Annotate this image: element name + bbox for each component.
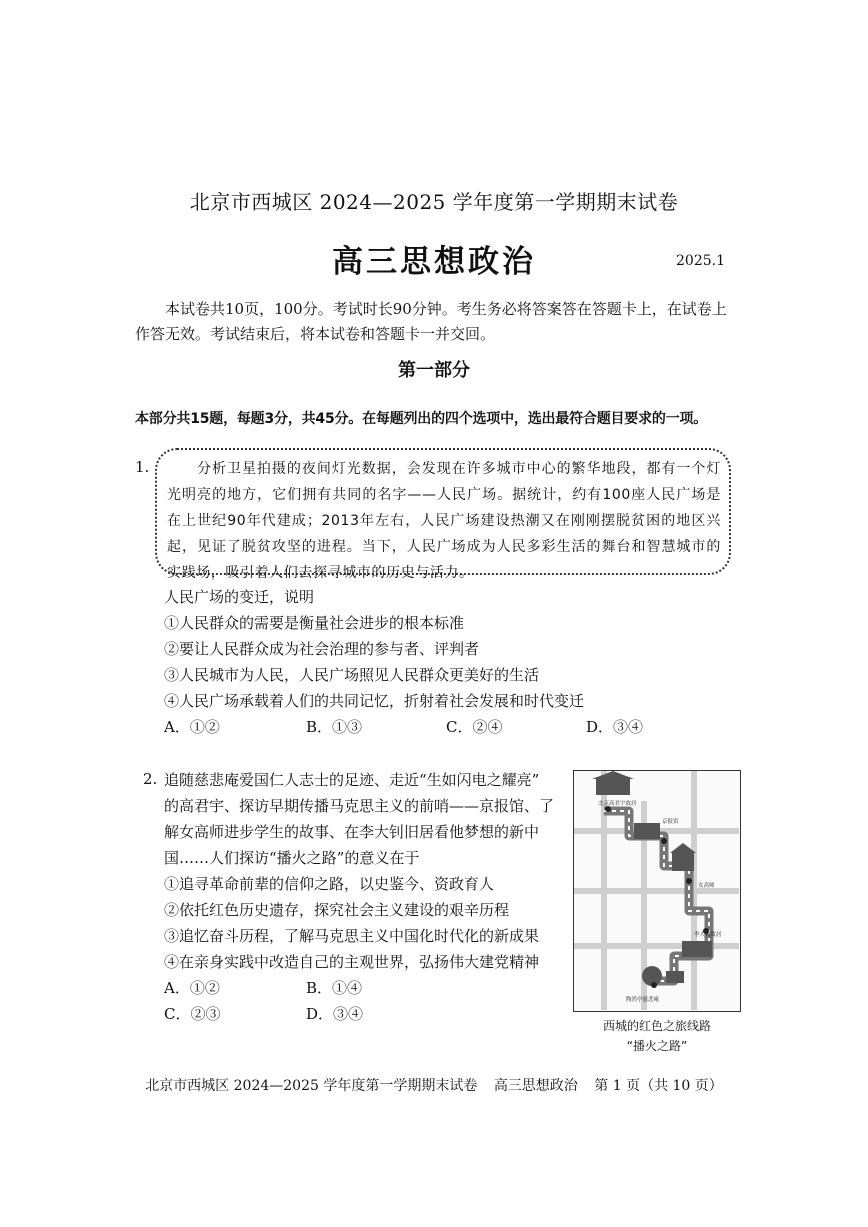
question-2-option-d[interactable]: D．③④ bbox=[306, 1005, 364, 1023]
question-2-stem-line-4: 国……人们探访“播火之路”的意义在于 bbox=[164, 849, 420, 867]
route-map-illustration bbox=[573, 770, 741, 1012]
question-1-statement-4: ④人民广场承载着人们的共同记忆，折射着社会发展和时代变迁 bbox=[164, 692, 585, 710]
map-label-3: 女高师 bbox=[698, 883, 715, 889]
map-label-4: 李大钊故居 bbox=[694, 932, 722, 938]
question-2-option-c[interactable]: C．②③ bbox=[164, 1005, 221, 1023]
question-2-statement-4: ④在亲身实践中改造自己的主观世界，弘扬伟大建党精神 bbox=[164, 953, 540, 971]
route-map-drawing bbox=[574, 771, 739, 1010]
question-1-material: 分析卫星拍摄的夜间灯光数据，会发现在许多城市中心的繁华地段，都有一个灯光明亮的地方，它们拥有共同的名字——人民广场。据统计，约有100座人民广场是在上世纪90年代建成；2013年左右，人民广场建设热潮又在刚刚摆脱贫困的地区兴起，见证了脱贫攻坚的进程。当下，人民广场成为人民多彩生活的舞台和智慧城市的实践场，吸引着人们去探寻城市的历史与活力。 bbox=[155, 448, 731, 575]
question-1-option-a[interactable]: A．①② bbox=[164, 718, 220, 736]
question-2-option-a[interactable]: A．①② bbox=[164, 979, 220, 997]
exam-date: 2025.1 bbox=[676, 253, 725, 269]
question-2-statement-1: ①追寻革命前辈的信仰之路，以史鉴今、资政育人 bbox=[164, 875, 495, 893]
question-2-body bbox=[164, 767, 572, 1027]
footer-subject: 高三思想政治 bbox=[493, 1078, 578, 1094]
question-1-number: 1. bbox=[135, 458, 150, 476]
map-caption-line-2: “播火之路” bbox=[626, 1039, 688, 1053]
footer-page-number: 第 1 页（共 10 页） bbox=[594, 1078, 723, 1094]
question-2-statement-2: ②依托红色历史遗存，探究社会主义建设的艰辛历程 bbox=[164, 901, 510, 919]
question-2-options-row-1 bbox=[164, 975, 572, 1001]
exam-instructions: 本试卷共10页，100分。考试时长90分钟。考生务必将答案答在答题卡上，在试卷上作答无效。考试结束后，将本试卷和答题卡一并交回。 bbox=[135, 300, 727, 343]
question-2-number: 2. bbox=[143, 770, 158, 788]
map-caption-line-1: 西城的红色之旅线路 bbox=[602, 1019, 711, 1033]
map-caption bbox=[573, 1016, 741, 1056]
part-heading: 第一部分 bbox=[398, 360, 470, 381]
footer-exam: 北京市西城区 2024—2025 学年度第一学期期末试卷 bbox=[145, 1078, 478, 1094]
question-2-stem-line-2: 的高君宇、探访早期传播马克思主义的前哨——京报馆、了 bbox=[164, 797, 555, 815]
part-instruction: 本部分共15题，每题3分，共45分。在每题列出的四个选项中，选出最符合题目要求的一项。 bbox=[135, 411, 708, 427]
map-label-1: 北京高君宇故居 bbox=[598, 801, 637, 807]
question-1-stem bbox=[164, 584, 584, 714]
question-1-prompt: 人民广场的变迁，说明 bbox=[164, 588, 315, 606]
question-2-options-row-2 bbox=[164, 1001, 572, 1027]
exam-title: 北京市西城区 2024—2025 学年度第一学期期末试卷 bbox=[189, 190, 679, 214]
map-label-2: 京报馆 bbox=[662, 819, 679, 825]
subject-title: 高三思想政治 bbox=[332, 244, 536, 280]
question-2-statement-3: ③追忆奋斗历程，了解马克思主义中国化时代化的新成果 bbox=[164, 927, 540, 945]
question-2-stem-line-3: 解女高师进步学生的故事、在李大钊旧居看他梦想的新中 bbox=[164, 823, 540, 841]
question-2-stem-line-1: 追随慈悲庵爱国仁人志士的足迹、走近“生如闪电之耀亮” bbox=[164, 771, 540, 789]
question-1-options bbox=[164, 716, 784, 740]
question-1-statement-1: ①人民群众的需要是衡量社会进步的根本标准 bbox=[164, 614, 465, 632]
question-1-statement-3: ③人民城市为人民，人民广场照见人民群众更美好的生活 bbox=[164, 666, 540, 684]
question-1-option-d[interactable]: D．③④ bbox=[586, 718, 644, 736]
question-1-option-b[interactable]: B．①③ bbox=[306, 718, 363, 736]
question-2-option-b[interactable]: B．①④ bbox=[306, 979, 363, 997]
question-1-statement-2: ②要让人民群众成为社会治理的参与者、评判者 bbox=[164, 640, 480, 658]
question-1-option-c[interactable]: C．②④ bbox=[446, 718, 503, 736]
map-label-5: 陶然亭慈悲庵 bbox=[626, 997, 660, 1003]
page-footer bbox=[0, 1075, 868, 1095]
